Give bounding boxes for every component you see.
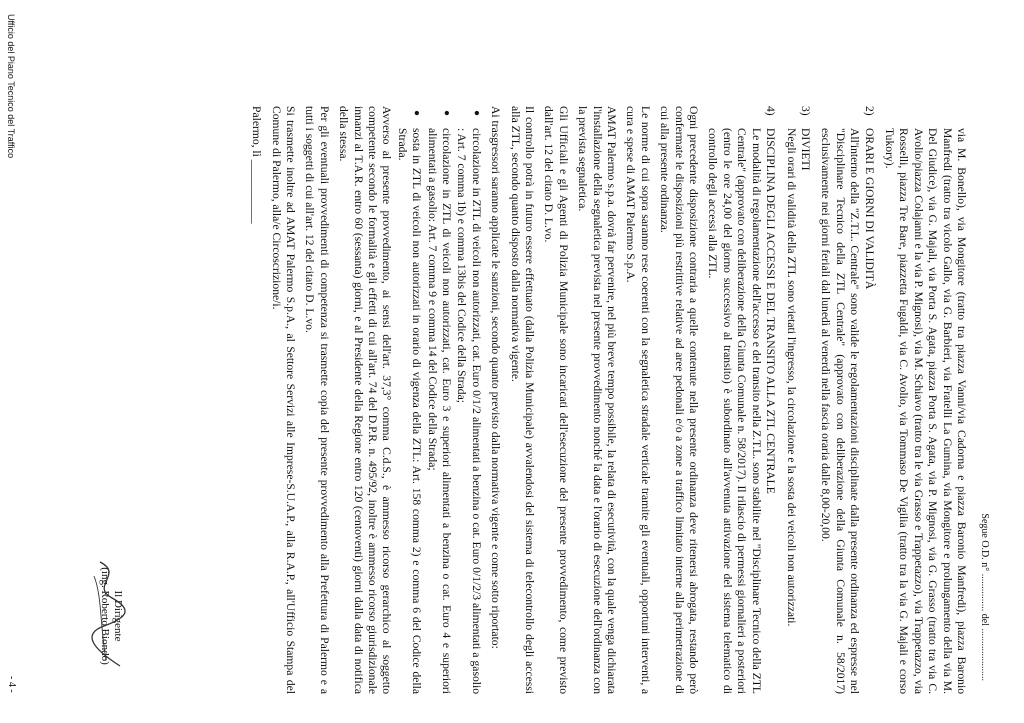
paragraph-sanctions-intro: Ai trasgressori saranno applicate le sanzioni, secondo quanto previsto dalla normativa vigente e come sotto riportato:	[489, 106, 503, 649]
section-number: 3)	[798, 106, 812, 116]
paragraph-transmission: Si trasmette inoltre ad AMAT Palermo S.p.A., al Settore Servizi alle Imprese-S.U.A.P., alla R.A.P., all'Ufficio Stampa del Comune di Palermo, alla/e Circoscrizione/i.	[269, 106, 297, 694]
sanctions-list	[394, 106, 482, 694]
bullet-icon: ●	[411, 110, 423, 117]
paragraph-control: Il controllo potrà in futuro essere effettuato (dalla Polizia Municipale) avvalendosi del sistema di telecontrollo degli accessi alla ZTL, secondo quanto disposto dalla normativa vigente.	[508, 106, 537, 694]
section-body: Le modalità di regolamentazione dell'accesso e del transito nella Z.T.L. sono stabilite nel "Disciplinare Tecnico della ZTL Centrale" (approvato con deliberazione della Giunta Comunale n. 58/2017). Il rilascio di permessi giornalieri a posteriori (entro le ore 24,00 del giorno successivo al transito) è subordinato all'avvenuta attivazione del sistema telematico di controllo degli accessi alla ZTL.	[706, 128, 763, 694]
paragraph-appeal: Avverso al presente provvedimento, ai sensi dell'art. 37,3° comma C.d.S., è ammesso ricorso gerarchico al soggetto competente secondo le formalità e gli effetti di cui all'art. 74 del D.P.R. n. 495/92, inoltre è ammesso ricorso giurisdizionale innanzi al T.A.R. entro 60 (sessanta) giorni, e al Presidente della Regione entro 120 (centoventi) giorni dalla data di notifica della stessa.	[337, 106, 394, 694]
signature-block	[98, 556, 124, 676]
section-number: 4)	[764, 106, 778, 116]
list-item	[394, 106, 423, 694]
signature-role: Il Dirigente	[112, 590, 124, 642]
section-orari	[818, 106, 876, 694]
section-number: 2)	[862, 106, 876, 116]
intro-paragraph: via M. Bonello), via Mongitore (tratto tra piazza Vanni/via Cadorna e piazza Baronio Manfredi), piazza Baronio Manfredi (tratto tra vicolo Gallo, via G. Barbieri, via Fratelli La Gumina, via Mongitore e prolungamento della via M. Del Giudice), via G. Majali, via Porta S. Agata, piazza Porta S. Agata, via P. Mignosi, via G. Grasso (tratto tra via C. Avolio/piazza Colajanni e la via P. Mignosi), via M. Schiavo (tratto tra le via Grasso e Trappetazzo), via Trappetazzo, via Rosselli, piazza Tre Bare, piazzetta Fugaldi, via C. Avolio, via Tommaso De Vigilia (tratto tra la via G. Majali e corso Tukory).	[882, 128, 968, 694]
bullet-icon: ●	[441, 110, 452, 117]
section-disciplina	[705, 106, 777, 694]
list-item	[424, 106, 453, 694]
sanction-text: circolazione in ZTL di veicoli non autorizzati, cat. Euro 3 e superiori alimentati a benzina o cat. Euro 4 e superiori alimentati a gasolio: Art. 7 comma 9 e comma 14 del Codice della Strada;	[425, 128, 453, 694]
place-date: Palermo, lì ___________	[250, 106, 264, 224]
section-title: DIVIETI	[798, 128, 812, 171]
document-body	[244, 106, 968, 694]
section-title: DISCIPLINA DEGLI ACCESSI E DEL TRANSITO ALLA ZTL CENTRALE	[764, 128, 778, 494]
handwritten-signature-icon	[88, 556, 130, 676]
paragraph-amat: AMAT Palermo s.p.a. dovrà far pervenire, nel più breve tempo possibile, la relata di esecutività, con la quale venga dichiarata l'installazione della segnaletica prevista nel presente provvedimento nonché la data e l'orario di esecuzione dell'ordinanza con la prevista segnaletica.	[576, 106, 619, 694]
page-number: - 4 -	[6, 676, 17, 693]
sanction-text: sosta in ZTL di veicoli non autorizzati in orario di vigenza della ZTL: Art. 158 comma 2) e comma 6 del Codice della Strada.	[395, 128, 424, 694]
signature-name: (ing. Roberto Biondo)	[99, 567, 111, 665]
section-title: ORARI E GIORNI DI VALIDITÀ	[862, 128, 876, 290]
paragraph-police: Gli Ufficiali e gli Agenti di Polizia Municipale sono incaricati dell'esecuzione del presente provvedimento, come previsto dall'art. 12 del citato D. L.vo.	[542, 106, 570, 694]
paragraph-prefettura: Per gli eventuali provvedimenti di competenza si trasmette copia del presente provvedimento alla Prefettura di Palermo e a tutti i soggetti di cui all'art. 12 del citato D. L.vo.	[303, 106, 331, 694]
bullet-icon: ●	[470, 110, 482, 117]
list-item	[454, 106, 483, 694]
paragraph-abrogation: Ogni precedente disposizione contraria a quelle contenute nella presente ordinanza deve ritenersi abrogata, restando però confermate le disposizioni più restrittive relative ad aree pedonali e/o a zone a traffico limitato interne alla perimetrazione di cui alla presente ordinanza.	[658, 106, 701, 694]
section-body: Negli orari di validità della ZTL sono vietati l'ingresso, la circolazione e la sosta dei veicoli non autorizzati.	[784, 128, 798, 627]
section-body: All'interno della "Z.T.L. Centrale" sono valide le regolamentazioni disciplinate dalla presente ordinanza ed espresse nel "Disciplinare Tecnico della ZTL Centrale" (approvato con deliberazione della Giunta Comunale n. 58/2017) esclusivamente nei giorni feriali dal lunedì al venerdì nella fascia oraria dalle 8,00-20,00.	[819, 128, 862, 694]
footer-office: Ufficio del Piano Tecnico del Traffico	[6, 14, 16, 159]
paragraph-signage: Le norme di cui sopra saranno rese coerenti con la segnaletica stradale verticale tramite gli eventuali, opportuni interventi, a cura e spese di AMAT Palermo S.p.A.	[624, 106, 652, 694]
section-divieti	[783, 106, 812, 694]
sanction-text: circolazione in ZTL di veicoli non autorizzati, cat. Euro 0/1/2 alimentati a benzina o cat. Euro 0/1/2/3 alimentati a gasolio : Art. 7 comma 1b) e comma 13bis del Codice della Strada;	[455, 128, 483, 694]
header-ref: Segue O.D. n° ............... del .....................	[979, 513, 990, 681]
